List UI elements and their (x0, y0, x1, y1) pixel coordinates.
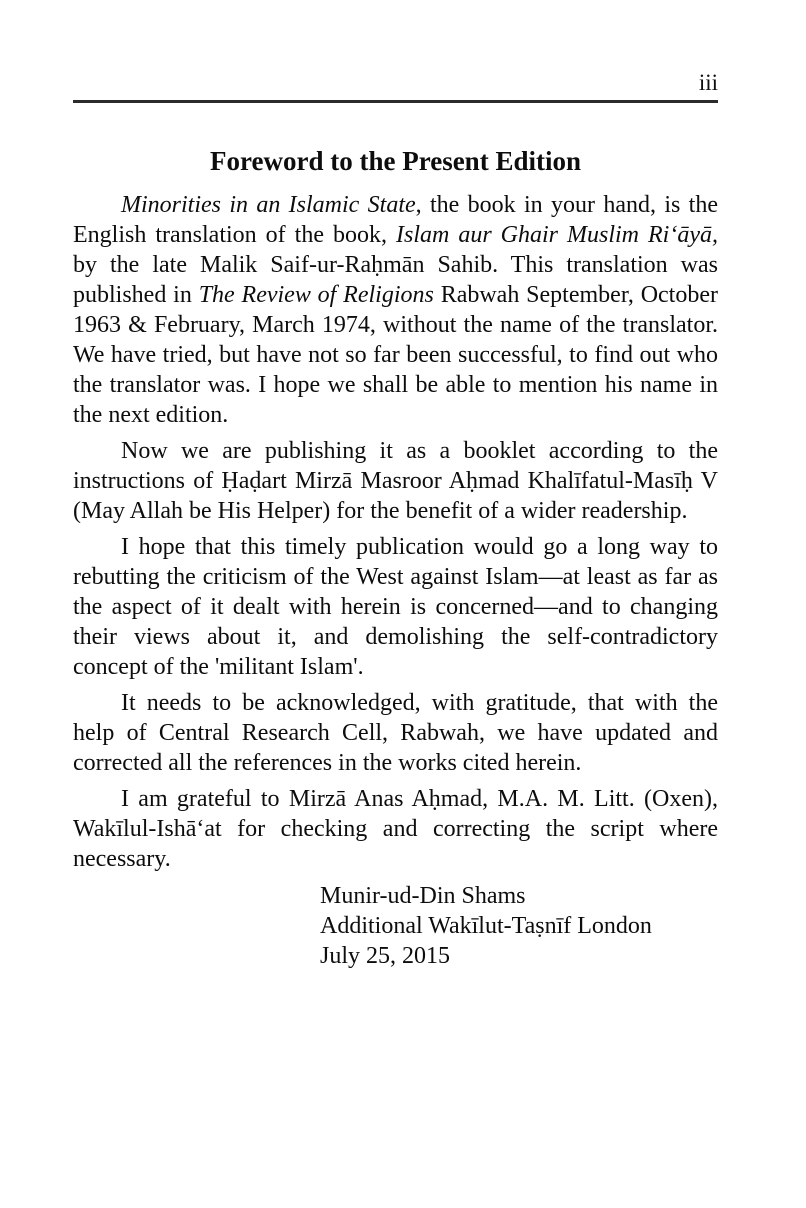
paragraph-publication: Now we are publishing it as a booklet according to the instructions of Ḥaḍart Mirzā Masroor Aḥmad Khalīfatul-Masīḥ V (May Allah be His Helper) for the benefit of a wider readership. (73, 438, 718, 524)
paragraph-text: , the book in your hand, is the English translation of the book, (73, 192, 718, 248)
paragraph-hope: I hope that this timely publication would go a long way to rebutting the criticism of the West against Islam—at least as far as the aspect of it dealt with herein is concerned—and to changing their views about it, and demolishing the self-contradictory concept of the 'militant Islam'. (73, 534, 718, 680)
paragraph-text: Rabwah September, October 1963 & February, March 1974, without the name of the translator. We have tried, but have not so far been successful, to find out who the translator was. I hope we shall be able to mention his name in the next edition. (73, 282, 718, 428)
signature-role: Additional Wakīlut-Taṣnīf London (320, 913, 652, 939)
book-title-urdu: Islam aur Ghair Muslim Ri‘āyā, (395, 222, 718, 248)
page-number: iii (698, 70, 718, 95)
paragraph-acknowledgement: It needs to be acknowledged, with gratitude, that with the help of Central Research Cell, Rabwah, we have updated and corrected all the references in the works cited herein. (73, 690, 718, 776)
signature-block (73, 881, 718, 971)
paragraph-gratitude: I am grateful to Mirzā Anas Aḥmad, M.A. M. Litt. (Oxen), Wakīlul-Ishā‘at for checking and correcting the script where necessary. (73, 786, 718, 872)
page-content (73, 0, 718, 971)
signature-date: July 25, 2015 (320, 943, 451, 969)
paragraph-intro (73, 190, 718, 430)
signature-name: Munir-ud-Din Shams (320, 883, 526, 909)
magazine-title: The Review of Religions (198, 282, 434, 308)
header-rule (73, 100, 718, 103)
book-title-english: Minorities in an Islamic State (121, 192, 416, 218)
page-title: Foreword to the Present Edition (210, 146, 581, 176)
paragraph-text: by the late Malik Saif-ur-Raḥmān Sahib. This translation was published in (73, 252, 718, 308)
